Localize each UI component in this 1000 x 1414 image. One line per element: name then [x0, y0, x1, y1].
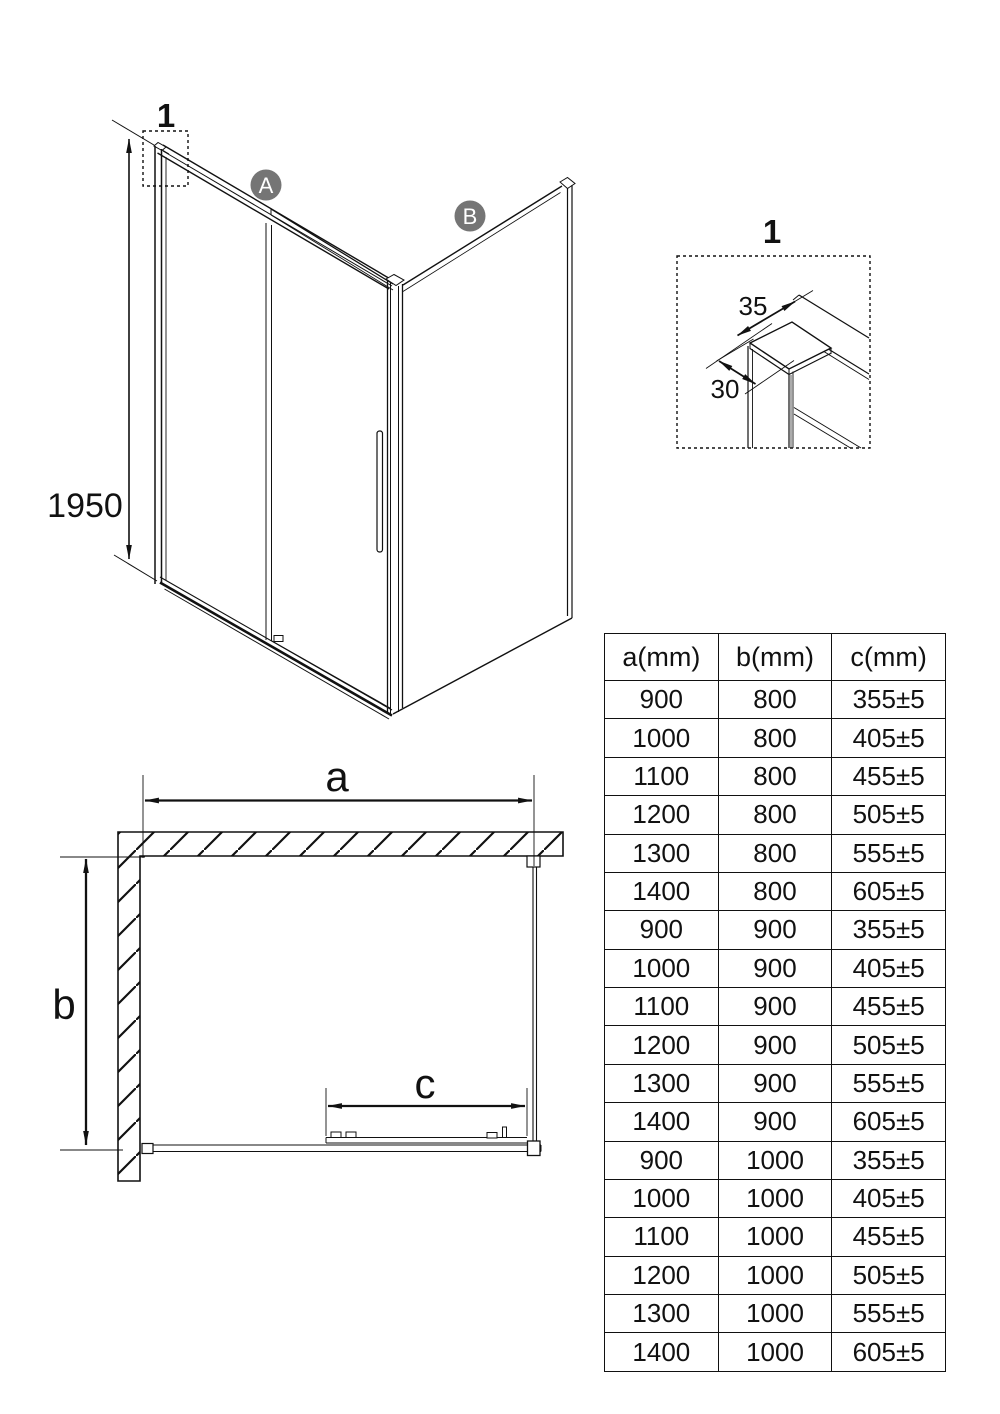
table-cell: 800	[718, 796, 832, 834]
table-cell: 800	[718, 872, 832, 910]
table-row	[605, 681, 946, 719]
table-cell: 1000	[718, 1141, 832, 1179]
table-cell: 1000	[718, 1333, 832, 1372]
table-cell: 1000	[718, 1218, 832, 1256]
table-cell: 900	[718, 988, 832, 1026]
table-cell: 505±5	[832, 1256, 946, 1294]
table-cell: 900	[718, 1026, 832, 1064]
height-dim-label: 1950	[47, 487, 123, 525]
b-dim-label: b	[52, 981, 76, 1028]
roller	[331, 1132, 341, 1138]
table-cell: 1400	[605, 872, 719, 910]
plan-view	[52, 753, 563, 1181]
table-cell: 800	[718, 834, 832, 872]
table-cell: 900	[718, 1103, 832, 1141]
side-panel-top-cap	[560, 178, 575, 189]
table-cell: 1100	[605, 988, 719, 1026]
table-cell: 455±5	[832, 757, 946, 795]
table-cell: 505±5	[832, 1026, 946, 1064]
table-row	[605, 988, 946, 1026]
table-cell: 1100	[605, 757, 719, 795]
table-cell: 800	[718, 681, 832, 719]
detail-view	[677, 213, 870, 448]
door-handle	[377, 431, 383, 552]
table-cell: 1200	[605, 1256, 719, 1294]
table-row	[605, 1103, 946, 1141]
table-cell: 1100	[605, 1218, 719, 1256]
roller	[346, 1132, 356, 1138]
table-row	[605, 1141, 946, 1179]
table-row	[605, 1256, 946, 1294]
table-cell: 1200	[605, 1026, 719, 1064]
table-row	[605, 949, 946, 987]
table-cell: 605±5	[832, 1333, 946, 1372]
table-cell: 1400	[605, 1333, 719, 1372]
table-cell: 1000	[605, 719, 719, 757]
table-cell: 1400	[605, 1103, 719, 1141]
wall-bracket-left	[142, 1144, 153, 1154]
table-cell: 355±5	[832, 1141, 946, 1179]
table-cell: 1000	[718, 1295, 832, 1333]
panel-a-badge-label: A	[258, 173, 274, 198]
table-row	[605, 1026, 946, 1064]
table-cell: 800	[718, 719, 832, 757]
table-cell: 1000	[718, 1256, 832, 1294]
wall-bracket-top	[527, 856, 540, 867]
table-row	[605, 872, 946, 910]
side-panel-bottom-edge	[393, 618, 572, 714]
dimensions-table-body	[605, 681, 946, 1372]
walls	[118, 832, 563, 1181]
roller	[487, 1133, 497, 1139]
table-cell: 1200	[605, 796, 719, 834]
table-row	[605, 719, 946, 757]
table-row	[605, 1295, 946, 1333]
table-cell: 1000	[605, 1179, 719, 1217]
table-cell: 405±5	[832, 1179, 946, 1217]
roller-bracket	[274, 636, 283, 642]
table-cell: 1300	[605, 834, 719, 872]
table-header-row	[605, 634, 946, 681]
table-cell: 505±5	[832, 796, 946, 834]
table-header-c: c(mm)	[832, 634, 946, 681]
detail-callout-number: 1	[156, 97, 176, 134]
table-cell: 555±5	[832, 834, 946, 872]
table-header-b: b(mm)	[718, 634, 832, 681]
table-row	[605, 757, 946, 795]
width-dim-label: 35	[738, 291, 768, 321]
table-cell: 405±5	[832, 719, 946, 757]
table-cell: 900	[605, 1141, 719, 1179]
table-row	[605, 834, 946, 872]
depth-dim-label: 30	[710, 374, 740, 404]
table-cell: 405±5	[832, 949, 946, 987]
handle-knob	[503, 1127, 507, 1138]
table-cell: 900	[605, 911, 719, 949]
table-header-a: a(mm)	[605, 634, 719, 681]
detail-title: 1	[762, 213, 782, 250]
table-row	[605, 796, 946, 834]
panel-b-badge	[455, 201, 486, 232]
table-cell: 1300	[605, 1295, 719, 1333]
table-cell: 800	[718, 757, 832, 795]
table-row	[605, 1218, 946, 1256]
c-dim-label: c	[414, 1060, 436, 1107]
hanger-rail	[271, 209, 393, 284]
table-cell: 900	[718, 949, 832, 987]
corner-bracket	[528, 1141, 541, 1156]
a-dim-label: a	[325, 753, 349, 800]
table-cell: 605±5	[832, 872, 946, 910]
sliding-panel-bottom	[272, 641, 390, 708]
table-row	[605, 1333, 946, 1372]
table-cell: 1000	[605, 949, 719, 987]
table-cell: 555±5	[832, 1295, 946, 1333]
table-cell: 900	[718, 911, 832, 949]
table-row	[605, 911, 946, 949]
table-cell: 605±5	[832, 1103, 946, 1141]
side-panel-top-edge	[403, 186, 562, 285]
panel-a-badge	[251, 170, 282, 201]
table-cell: 455±5	[832, 988, 946, 1026]
table-cell: 1000	[718, 1179, 832, 1217]
table-cell: 455±5	[832, 1218, 946, 1256]
height-dim-witness-bottom	[114, 555, 157, 581]
table-cell: 900	[605, 681, 719, 719]
table-cell: 900	[718, 1064, 832, 1102]
table-cell: 1300	[605, 1064, 719, 1102]
panel-b-badge-label: B	[462, 204, 478, 229]
table-row	[605, 1064, 946, 1102]
table-cell: 555±5	[832, 1064, 946, 1102]
table-cell: 355±5	[832, 681, 946, 719]
table-cell: 355±5	[832, 911, 946, 949]
iso-view	[47, 97, 575, 719]
dimensions-table	[604, 633, 946, 1372]
profile-cap	[750, 322, 831, 369]
table-row	[605, 1179, 946, 1217]
